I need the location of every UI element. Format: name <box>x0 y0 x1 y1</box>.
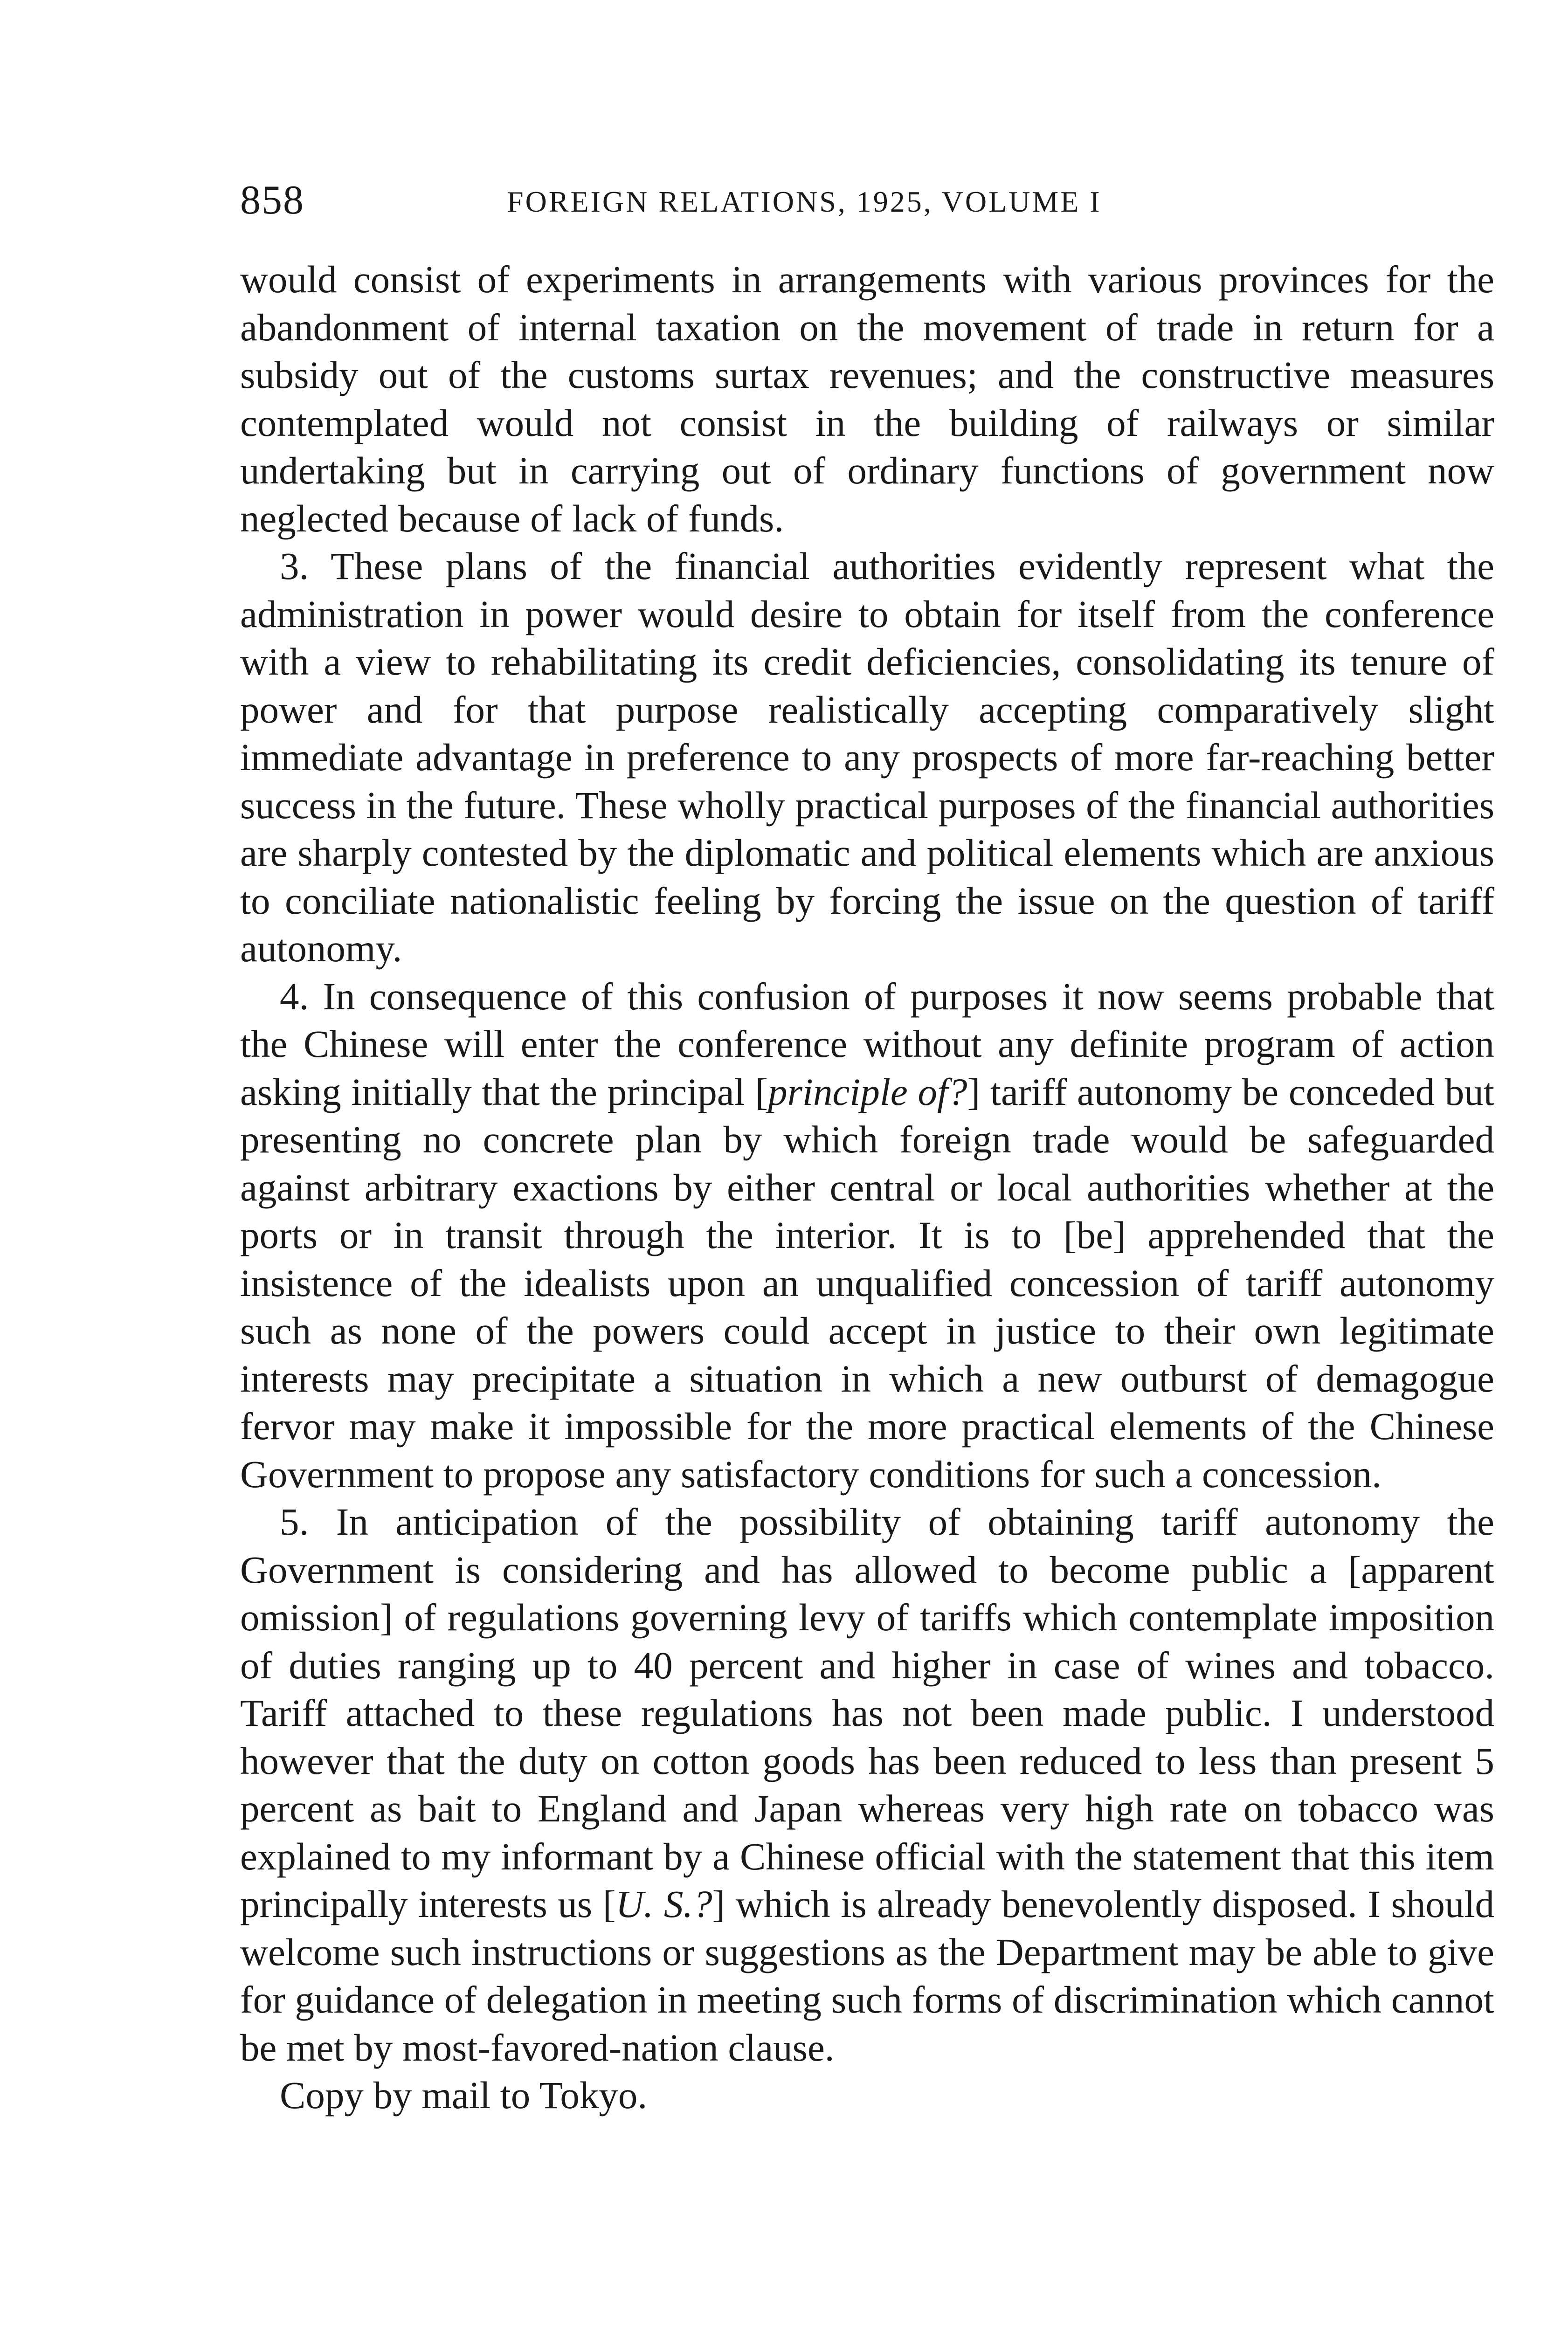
page-number: 858 <box>240 178 304 223</box>
paragraph-4-text-a: 5. In anticipation of the possibility of obtaining tariff autonomy the Government is considering and has allowed to become public a [apparent omission] of regulations governing levy of tariffs which contemplate imposition of duties ranging up to 40 percent and higher in case of wines and tobacco. Tariff attached to these regulations has not been made public. I understood however that the duty on cotton goods has been reduced to less than present 5 percent as bait to England and Japan whereas very high rate on tobacco was explained to my informant by a Chinese official with the statement that this item principally interests us [ <box>240 1500 1494 1925</box>
paragraph-1: would consist of experiments in arrangements with various provinces for the abandonment of internal taxation on the movement of trade in return for a subsidy out of the customs surtax revenues; and the constructive measures contemplated would not consist in the building of railways or similar undertaking but in carrying out of ordinary functions of government now neglected because of lack of funds. <box>240 258 1494 540</box>
editorial-insertion: U. S.? <box>615 1883 712 1925</box>
paragraph-4 <box>240 1498 1494 2071</box>
paragraph-3-text-a: 4. In consequence of this confusion of purposes it now seems probable that the Chinese will enter the conference without any definite program of action asking initially that the principal [ <box>240 974 1494 1113</box>
page-header <box>240 172 1359 228</box>
paragraph-3 <box>240 972 1494 1498</box>
editorial-insertion: principle of? <box>768 1070 967 1113</box>
paragraph-5: Copy by mail to Tokyo. <box>280 2074 648 2117</box>
document-body <box>240 255 1494 2119</box>
running-head: FOREIGN RELATIONS, 1925, VOLUME I <box>507 185 1102 218</box>
paragraph-4-text-b: ] which is already benevolently disposed. I should welcome such instructions or suggestions as the Department may be able to give for guidance of delegation in meeting such forms of discrimination which cannot be met by most-favored-nation clause. <box>240 1883 1494 2069</box>
paragraph-3-text-b: ] tariff autonomy be conceded but presenting no concrete plan by which foreign trade would be safeguarded against arbitrary exactions by either central or local authorities whether at the ports or in transit through the interior. It is to [be] apprehended that the insistence of the idealists upon an unqualified concession of tariff autonomy such as none of the powers could accept in justice to their own legitimate interests may precipitate a situation in which a new outburst of demagogue fervor may make it impossible for the more practical elements of the Chinese Government to propose any satisfactory conditions for such a concession. <box>240 1070 1494 1496</box>
paragraph-2: 3. These plans of the financial authorities evidently represent what the administration in power would desire to obtain for itself from the conference with a view to rehabilitating its credit deficiencies, consolidating its tenure of power and for that purpose realistically accepting comparatively slight immediate advantage in preference to any prospects of more far-reaching better success in the future. These wholly practical purposes of the financial authorities are sharply contested by the diplomatic and political elements which are anxious to conciliate nationalistic feeling by forcing the issue on the question of tariff autonomy. <box>240 545 1494 970</box>
